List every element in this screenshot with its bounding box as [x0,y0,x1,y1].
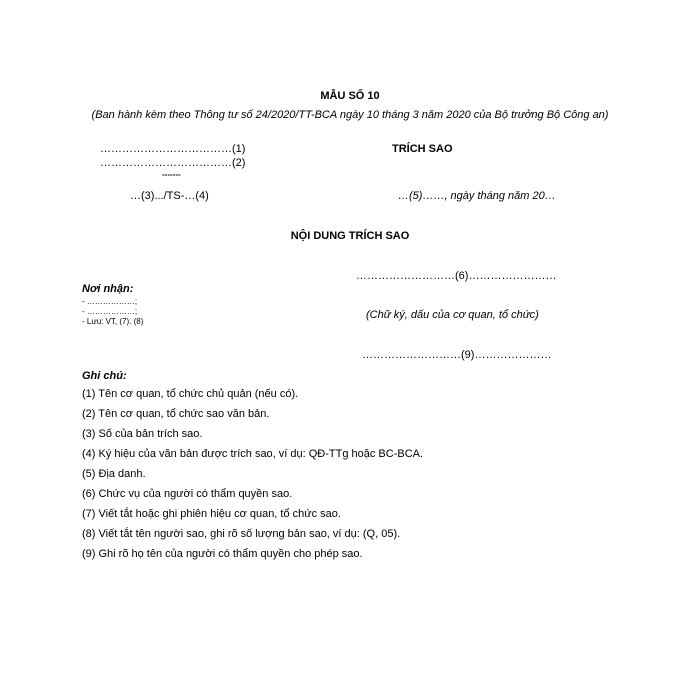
form-subtitle: (Ban hành kèm theo Thông tư số 24/2020/TT-BCA ngày 10 tháng 3 năm 2020 của Bộ trưởng Bộ Công an) [91,109,609,121]
note-item: (3) Số của bản trích sao. [82,428,203,440]
notes-heading: Ghi chú: [82,370,127,382]
parent-org-line: ………………………………(1) [100,143,246,155]
note-item: (7) Viết tắt hoặc ghi phiên hiệu cơ quan, tổ chức sao. [82,508,341,520]
note-item: (1) Tên cơ quan, tổ chức chủ quản (nếu có). [82,388,299,400]
form-title: MẪU SỐ 10 [320,90,380,102]
note-item: (6) Chức vụ của người có thẩm quyền sao. [82,488,293,500]
note-item: (8) Viết tắt tên người sao, ghi rõ số lượng bản sao, ví dụ: (Q, 05). [82,528,401,540]
recipients-heading: Nơi nhận: [82,283,134,295]
note-item: (9) Ghi rõ họ tên của người có thẩm quyền cho phép sao. [82,548,363,560]
recipient-item: - ………………; [82,307,138,316]
note-item: (4) Ký hiệu của văn bản được trích sao, ví dụ: QĐ-TTg hoặc BC-BCA. [82,448,424,460]
recipient-item: - Lưu: VT, (7). (8) [82,317,144,326]
document-number: …(3).../TS-…(4) [130,190,209,202]
recipient-item: - ………………; [82,297,138,306]
note-item: (5) Địa danh. [82,468,146,480]
note-item: (2) Tên cơ quan, tổ chức sao văn bản. [82,408,270,420]
signer-name-line: ………………………(9)………………… [362,349,552,361]
content-heading: NỘI DUNG TRÍCH SAO [290,230,410,242]
place-and-date: …(5)……, ngày tháng năm 20… [398,190,556,202]
document-type: TRÍCH SAO [392,143,453,155]
signer-title-line: ………………………(6)…………………… [356,270,557,282]
signature-note: (Chữ ký, dấu của cơ quan, tổ chức) [366,309,539,321]
copying-org-line: ………………………………(2) [100,157,246,169]
header-divider: ------- [162,170,181,179]
